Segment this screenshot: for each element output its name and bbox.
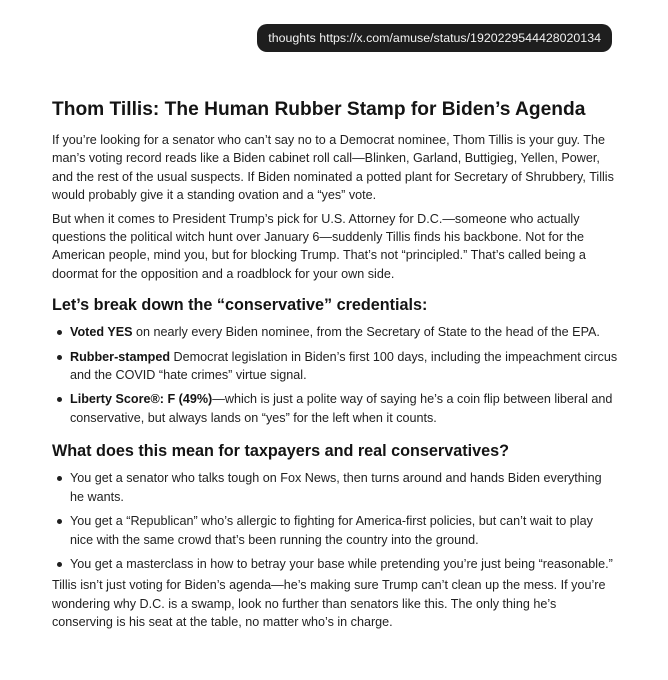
bullet-icon [57,330,62,335]
user-prompt-bubble [257,24,612,52]
bullet-icon [57,562,62,567]
list-item-bold: Liberty Score®: F (49%) [70,392,213,407]
section-heading-credentials: Let’s break down the “conservative” credentials: [52,296,428,315]
list-item [52,555,618,573]
paragraph-intro: If you’re looking for a senator who can’t say no to a Democrat nominee, Thom Tillis is your guy. The man’s voting record reads like a Biden cabinet roll call—Blinken, Garland, Buttigieg, Yellen, Power, and the rest of the usual suspects. If Biden nominated a potted plant for Secretary of Shrubbery, Tillis would probably give it a standing ovation and a “yes” vote. [52,133,614,203]
bullet-icon [57,397,62,402]
list-item-text: Democrat legislation in Biden’s first 100 days, including the impeachment circus and the COVID “hate crimes” virtue signal. [70,349,618,383]
list-item-text: —which is just a polite way of saying he’s a coin flip between liberal and conservative, but always lands on “yes” for the left when it counts. [70,392,613,425]
article-title: Thom Tillis: The Human Rubber Stamp for Biden’s Agenda [52,99,586,120]
paragraph-closing: Tillis isn’t just voting for Biden’s agenda—he’s making sure Trump can’t clean up the mess. If you’re wondering why D.C. is a swamp, look no further than senators like this. The only thing he’s conserving is his seat at the table, no matter who’s in charge. [52,578,606,630]
list-item [52,348,618,385]
list-item-bold: Voted YES [70,325,133,340]
response-article [52,98,618,632]
bullet-icon [57,519,62,524]
list-item [52,390,618,427]
list-item [52,323,618,341]
list-item-text: You get a “Republican” who’s allergic to fighting for America-first policies, but can’t wait to play nice with the same crowd that’s been running the country into the ground. [70,514,593,547]
bullet-icon [57,355,62,360]
list-item-text: You get a masterclass in how to betray your base while pretending you’re just being “reasonable.” [70,556,613,571]
list-item-text: on nearly every Biden nominee, from the Secretary of State to the head of the EPA. [132,325,600,340]
list-item [52,469,618,506]
list-item [52,512,618,549]
credentials-list [52,323,618,427]
list-item-bold: Rubber-stamped [70,349,171,364]
taxpayers-list [52,469,618,573]
list-item-text: You get a senator who talks tough on Fox News, then turns around and hands Biden everything he wants. [70,471,602,504]
paragraph-second: But when it comes to President Trump’s pick for U.S. Attorney for D.C.—someone who actually questions the political witch hunt over January 6—suddenly Tillis finds his backbone. Not for the American people, mind you, but for blocking Trump. That’s not “principled.” That’s called being a doormat for the opposition and a roadblock for your own side. [52,211,586,281]
user-prompt-text: thoughts https://x.com/amuse/status/1920229544428020134 [268,31,601,45]
section-heading-taxpayers: What does this mean for taxpayers and real conservatives? [52,442,510,461]
bullet-icon [57,476,62,481]
